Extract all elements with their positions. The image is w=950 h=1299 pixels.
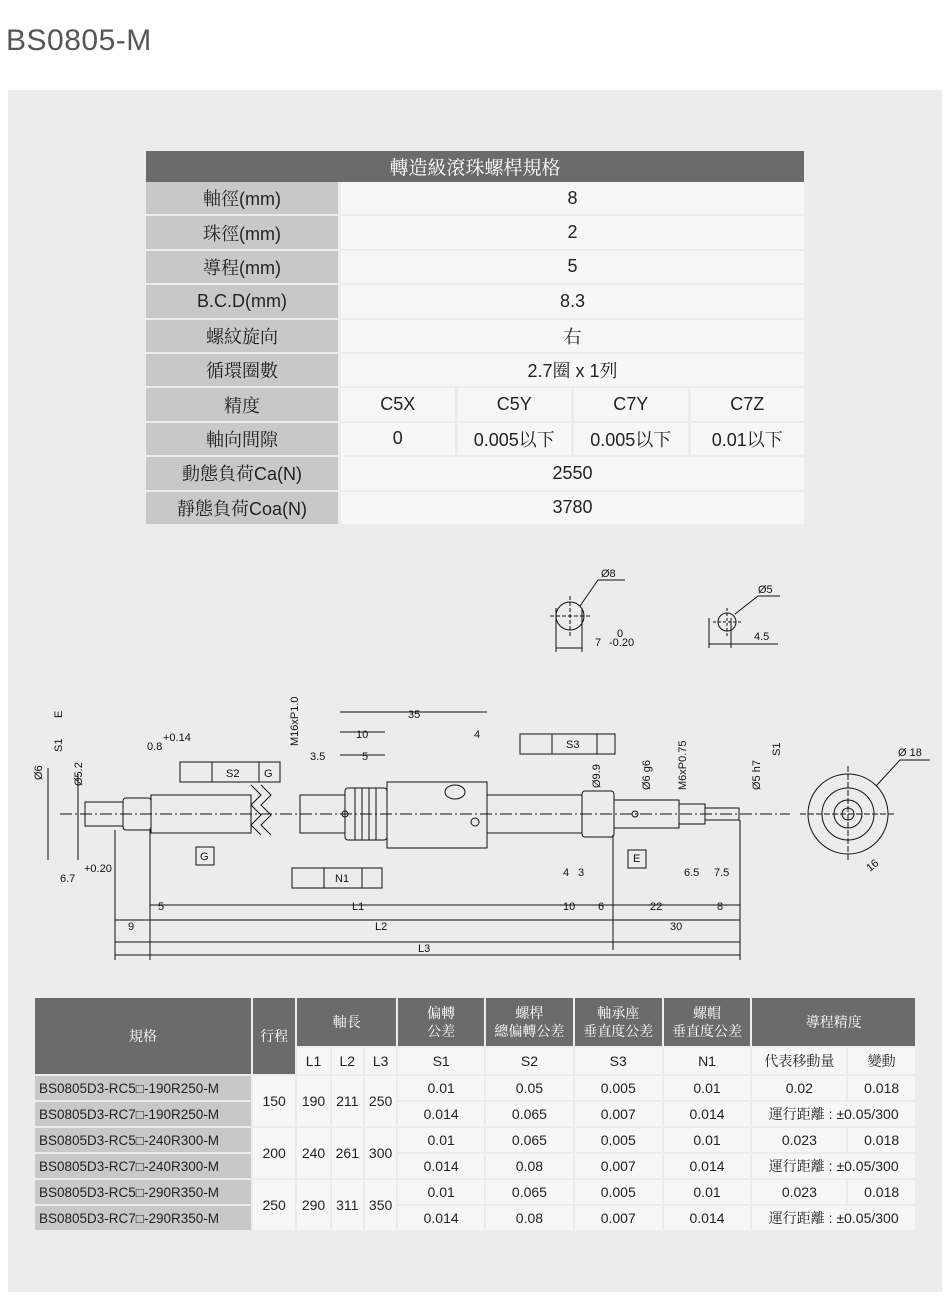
col-stroke: 行程: [252, 997, 296, 1075]
lead-value: 運行距離 : ±0.05/300: [751, 1153, 916, 1179]
var-value: 0.018: [847, 1075, 916, 1101]
spec-label: 靜態負荷Coa(N): [146, 492, 341, 526]
spec-value: 8: [341, 182, 804, 216]
spec-label: 軸向間隙: [146, 423, 341, 457]
move-value: 0.023: [751, 1127, 847, 1153]
dim-label: M16xP1.0: [289, 696, 301, 746]
dim-label: G: [264, 768, 273, 780]
l1-value: 190: [296, 1075, 330, 1127]
col-lead: 導程精度: [751, 997, 916, 1047]
dim-label: Ø8: [601, 568, 616, 580]
table-row: [34, 1101, 916, 1127]
sub-header: S1: [397, 1047, 485, 1075]
technical-drawing: [0, 560, 950, 980]
n1-value: 0.014: [663, 1101, 752, 1127]
spec-label: B.C.D(mm): [146, 285, 341, 319]
dim-label: 8: [717, 901, 724, 913]
spec-row: [146, 320, 804, 354]
col-s2: 螺桿 總偏轉公差: [485, 997, 574, 1047]
n1-value: 0.014: [663, 1205, 752, 1231]
spec-value: 8.3: [341, 285, 804, 319]
var-value: 0.018: [847, 1179, 916, 1205]
table-row: [34, 1179, 916, 1205]
spec-row-backlash: [146, 423, 804, 457]
backlash-value: 0.01以下: [691, 423, 805, 457]
dim-label: 5: [362, 751, 369, 763]
var-value: 0.018: [847, 1127, 916, 1153]
sub-header: 代表移動量: [751, 1047, 847, 1075]
dimension-text: [33, 696, 783, 955]
precision-grade: C7Y: [574, 388, 691, 422]
drawing-svg: [0, 560, 950, 980]
stroke-value: 250: [252, 1179, 296, 1231]
dim-label: G: [200, 851, 209, 863]
l2-value: 311: [331, 1179, 364, 1231]
dim-label: 7.5: [714, 867, 730, 879]
n1-value: 0.01: [663, 1179, 752, 1205]
dim-label: Ø6 g6: [641, 760, 653, 790]
dim-label: 6: [598, 901, 605, 913]
model-code: BS0805D3-RC5□-190R250-M: [34, 1075, 252, 1101]
table-row: [34, 1153, 916, 1179]
col-s3: 軸承座 垂直度公差: [574, 997, 663, 1047]
col-s1: 偏轉 公差: [397, 997, 485, 1047]
s3-value: 0.005: [574, 1127, 663, 1153]
spec-row: [146, 285, 804, 319]
dim-label: 3.5: [310, 751, 326, 763]
s2-value: 0.065: [485, 1179, 574, 1205]
s1-value: 0.014: [397, 1153, 485, 1179]
dim-label: 10: [356, 729, 369, 741]
backlash-value: 0: [341, 423, 458, 457]
model-table: [33, 996, 917, 1232]
dim-label: Ø 18: [898, 747, 922, 759]
dim-label: 4: [563, 867, 570, 879]
spec-value: 右: [341, 320, 804, 354]
dim-label: S1: [771, 742, 783, 756]
s1-value: 0.014: [397, 1205, 485, 1231]
spec-value: 2: [341, 216, 804, 250]
col-n1: 螺帽 垂直度公差: [663, 997, 752, 1047]
dim-label: S3: [566, 739, 580, 751]
spec-table-header: 轉造級滾珠螺桿規格: [146, 151, 804, 182]
spec-value: 2.7圈 x 1列: [341, 354, 804, 388]
sub-header: S3: [574, 1047, 663, 1075]
dim-label: 9: [128, 921, 135, 933]
dim-label: E: [53, 710, 65, 718]
spec-value: 2550: [341, 457, 804, 491]
spec-value: 5: [341, 251, 804, 285]
dim-label: Ø6: [33, 765, 45, 780]
dim-label: 30: [670, 921, 683, 933]
dim-label: M6xP0.75: [677, 740, 689, 790]
model-code: BS0805D3-RC7□-290R350-M: [34, 1205, 252, 1231]
sub-header: 變動: [847, 1047, 916, 1075]
spec-label: 動態負荷Ca(N): [146, 457, 341, 491]
s3-value: 0.007: [574, 1153, 663, 1179]
dim-label: 5: [158, 901, 165, 913]
page-title: BS0805-M: [6, 24, 152, 57]
lead-value: 運行距離 : ±0.05/300: [751, 1101, 916, 1127]
sub-header: L2: [331, 1047, 364, 1075]
l2-value: 211: [331, 1075, 364, 1127]
dim-label: 7: [595, 637, 602, 649]
spec-label: 珠徑(mm): [146, 216, 341, 250]
dim-label: N1: [335, 873, 350, 885]
tolerance-frames: [180, 734, 646, 888]
dim-label: 22: [650, 901, 663, 913]
dim-label: 0.8: [147, 741, 163, 753]
s2-value: 0.08: [485, 1205, 574, 1231]
l2-value: 261: [331, 1127, 364, 1179]
lead-value: 運行距離 : ±0.05/300: [751, 1205, 916, 1231]
l3-value: 300: [364, 1127, 397, 1179]
dim-label: L2: [375, 921, 388, 933]
model-code: BS0805D3-RC5□-290R350-M: [34, 1179, 252, 1205]
dim-label: 4: [474, 729, 481, 741]
backlash-value: 0.005以下: [574, 423, 691, 457]
stroke-value: 200: [252, 1127, 296, 1179]
s2-value: 0.08: [485, 1153, 574, 1179]
l1-value: 240: [296, 1127, 330, 1179]
spec-row: [146, 216, 804, 250]
dim-label: S1: [53, 738, 65, 752]
dim-label: 6.5: [684, 867, 700, 879]
spec-row: [146, 492, 804, 526]
dim-label: Ø9.9: [591, 764, 603, 788]
dim-label: E: [633, 853, 641, 865]
model-code: BS0805D3-RC7□-190R250-M: [34, 1101, 252, 1127]
dim-label: 35: [408, 709, 421, 721]
s3-value: 0.007: [574, 1101, 663, 1127]
s2-value: 0.065: [485, 1101, 574, 1127]
move-value: 0.02: [751, 1075, 847, 1101]
n1-value: 0.01: [663, 1075, 752, 1101]
l3-value: 250: [364, 1075, 397, 1127]
model-code: BS0805D3-RC7□-240R300-M: [34, 1153, 252, 1179]
ball-screw-shaft: [60, 782, 790, 848]
section-view-d8: [550, 568, 634, 652]
dim-label: +0.20: [84, 863, 112, 875]
dim-label: 4.5: [754, 631, 770, 643]
s3-value: 0.005: [574, 1075, 663, 1101]
sub-header: N1: [663, 1047, 752, 1075]
sub-header: L3: [364, 1047, 397, 1075]
dim-label: 3: [578, 867, 585, 879]
spec-value: 3780: [341, 492, 804, 526]
spec-table: [146, 151, 804, 526]
precision-grade: C5X: [341, 388, 458, 422]
dim-label: -0.20: [609, 637, 635, 649]
precision-grade: C7Z: [691, 388, 805, 422]
dim-label: L1: [352, 901, 365, 913]
s3-value: 0.005: [574, 1179, 663, 1205]
col-model: 規格: [34, 997, 252, 1075]
end-view: [800, 747, 930, 874]
spec-row: [146, 354, 804, 388]
backlash-value: 0.005以下: [458, 423, 575, 457]
s1-value: 0.014: [397, 1101, 485, 1127]
s1-value: 0.01: [397, 1075, 485, 1101]
model-code: BS0805D3-RC5□-240R300-M: [34, 1127, 252, 1153]
dim-label: +0.14: [163, 732, 191, 744]
dim-label: Ø5 h7: [751, 760, 763, 790]
spec-label: 循環圈數: [146, 354, 341, 388]
l1-value: 290: [296, 1179, 330, 1231]
stroke-value: 150: [252, 1075, 296, 1127]
s2-value: 0.05: [485, 1075, 574, 1101]
spec-row: [146, 182, 804, 216]
move-value: 0.023: [751, 1179, 847, 1205]
sub-header: L1: [296, 1047, 330, 1075]
dim-label: Ø5: [758, 584, 773, 596]
spec-label: 螺紋旋向: [146, 320, 341, 354]
dim-label: S2: [226, 768, 240, 780]
dim-label: L3: [418, 943, 431, 955]
n1-value: 0.014: [663, 1153, 752, 1179]
s1-value: 0.01: [397, 1127, 485, 1153]
l3-value: 350: [364, 1179, 397, 1231]
col-shaft: 軸長: [296, 997, 397, 1047]
spec-row-precision: [146, 388, 804, 422]
table-row: [34, 1205, 916, 1231]
dim-label: 0: [617, 628, 624, 640]
s3-value: 0.007: [574, 1205, 663, 1231]
dim-label: 16: [864, 857, 882, 875]
spec-label: 軸徑(mm): [146, 182, 341, 216]
spec-row: [146, 457, 804, 491]
spec-label: 精度: [146, 388, 341, 422]
table-row: [34, 1075, 916, 1101]
dim-label: 10: [563, 901, 576, 913]
precision-grade: C5Y: [458, 388, 575, 422]
s1-value: 0.01: [397, 1179, 485, 1205]
dim-label: Ø5.2: [73, 762, 85, 786]
section-view-d5: [709, 584, 780, 648]
sub-header: S2: [485, 1047, 574, 1075]
dim-label: 6.7: [60, 873, 76, 885]
spec-row: [146, 251, 804, 285]
n1-value: 0.01: [663, 1127, 752, 1153]
table-row: [34, 1127, 916, 1153]
spec-label: 導程(mm): [146, 251, 341, 285]
s2-value: 0.065: [485, 1127, 574, 1153]
